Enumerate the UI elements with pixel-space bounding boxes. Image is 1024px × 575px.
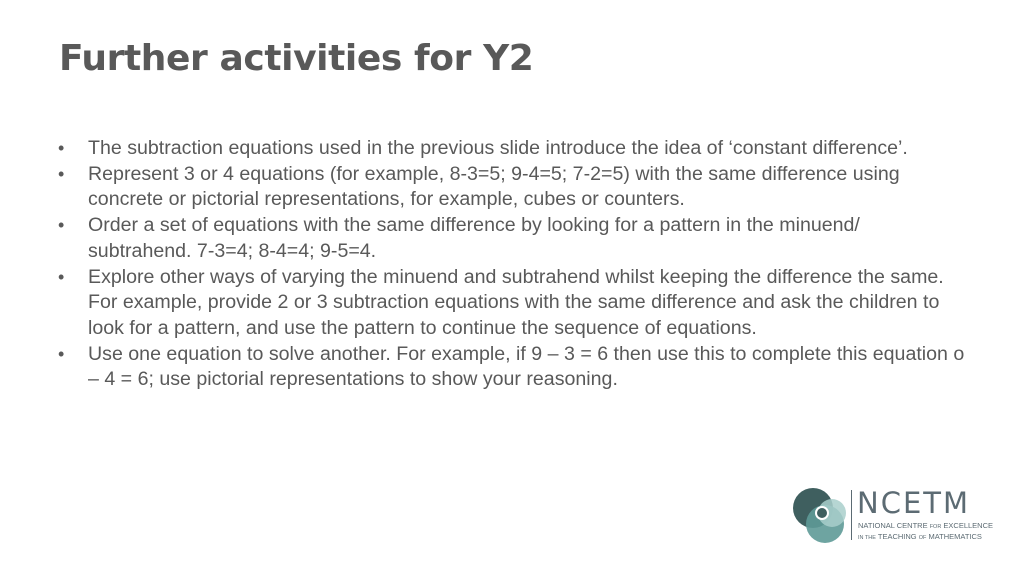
bullet-marker: •: [58, 266, 65, 287]
bullet-item: [58, 265, 968, 342]
bullet-marker: •: [58, 343, 65, 364]
logo-divider: [851, 490, 852, 540]
bullet-text: Represent 3 or 4 equations (for example, 8-3=5; 9-4=5; 7-2=5) with the same difference using concrete or pictorial representations, for example, cubes or counters.: [88, 162, 900, 211]
bullet-text: The subtraction equations used in the previous slide introduce the idea of ‘constant difference’.: [88, 137, 908, 159]
logo-wordmark: NCETM: [857, 486, 971, 520]
logo-tagline-part: TEACHING: [875, 532, 919, 541]
slide-title: Further activities for Y2: [59, 38, 534, 79]
bullet-text: Order a set of equations with the same difference by looking for a pattern in the minuend/ subtrahend. 7-3=4; 8-4=4; 9-5=4.: [88, 214, 860, 262]
bullet-item: [58, 136, 968, 162]
logo-tagline-part: OF: [918, 535, 927, 541]
ncetm-logo-mark-icon: [790, 486, 850, 546]
ncetm-logo: [790, 486, 993, 546]
bullet-text: Explore other ways of varying the minuend and subtrahend whilst keeping the difference the same. For example, provide 2 or 3 subtraction equations with the same difference and ask the children to look for a pattern, and use the pattern to continue the sequence of equations.: [88, 265, 944, 339]
bullet-marker: •: [58, 138, 65, 158]
logo-tagline-part: IN THE: [858, 535, 876, 541]
bullet-marker: •: [58, 163, 65, 184]
bullet-item: [58, 342, 968, 393]
logo-tagline-part: EXCELLENCE: [941, 521, 993, 530]
logo-tagline-part: NATIONAL CENTRE: [858, 521, 930, 530]
bullet-list: [58, 136, 968, 393]
bullet-item: [58, 162, 968, 213]
bullet-text: Use one equation to solve another. For example, if 9 – 3 = 6 then use this to complete this equation o – 4 = 6; use pictorial representations to show your reasoning.: [88, 342, 965, 391]
logo-tagline-line2: [858, 532, 982, 543]
logo-tagline-part: MATHEMATICS: [926, 532, 982, 541]
bullet-marker: •: [58, 215, 65, 236]
bullet-item: [58, 213, 968, 264]
logo-tagline-part: FOR: [929, 524, 942, 530]
logo-tagline-line1: [858, 521, 993, 532]
